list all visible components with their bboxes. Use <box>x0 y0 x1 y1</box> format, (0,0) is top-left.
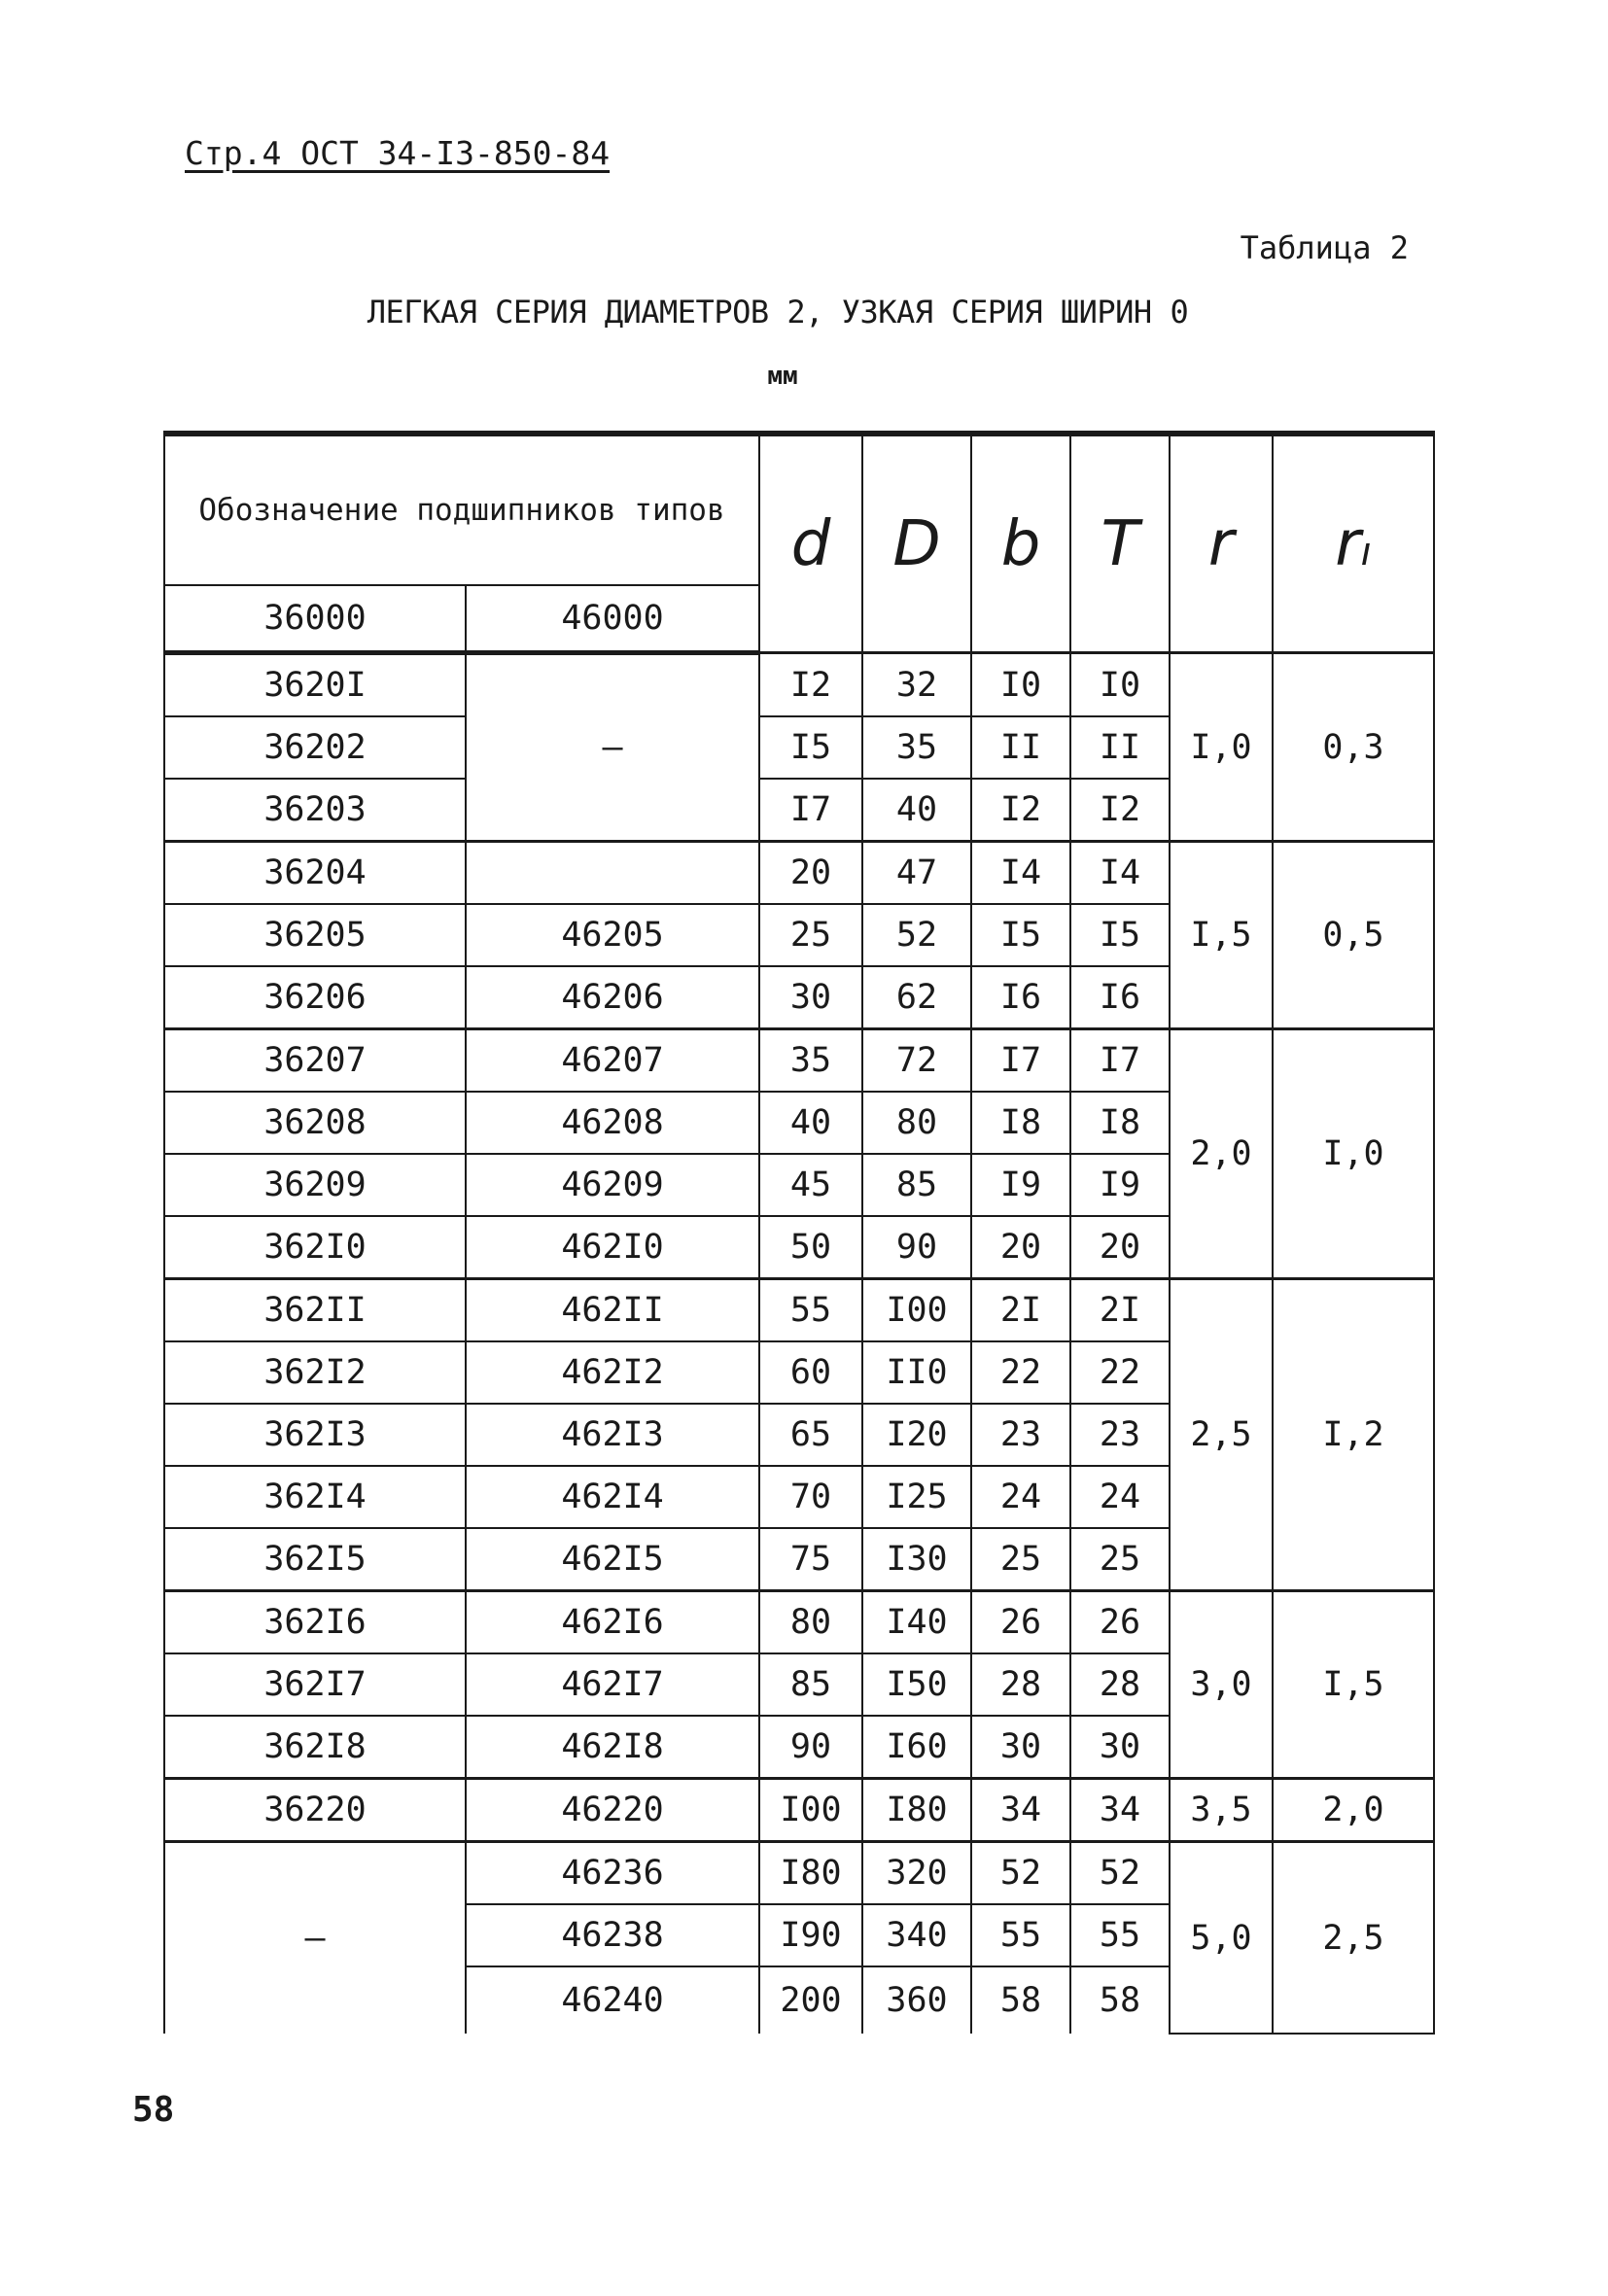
cell-T: 34 <box>1070 1779 1170 1842</box>
type2-cell: 462I7 <box>466 1653 759 1716</box>
cell-d: 50 <box>759 1216 862 1279</box>
radius-r-cell: 3,0 <box>1170 1591 1273 1779</box>
type2-cell: 462I8 <box>466 1716 759 1779</box>
type1-cell: 362I8 <box>164 1716 466 1779</box>
cell-d: 80 <box>759 1591 862 1654</box>
cell-D: I60 <box>862 1716 971 1779</box>
cell-b: 26 <box>971 1591 1070 1654</box>
cell-D: 32 <box>862 653 971 717</box>
cell-D: I30 <box>862 1528 971 1591</box>
cell-D: 85 <box>862 1154 971 1216</box>
cell-d: 200 <box>759 1966 862 2034</box>
page-header: Стр.4 ОСТ 34-I3-850-84 <box>185 134 611 172</box>
table-row <box>164 1029 1434 1093</box>
type2-cell: 462I6 <box>466 1591 759 1654</box>
cell-T: I4 <box>1070 842 1170 905</box>
cell-T: 2I <box>1070 1279 1170 1342</box>
type1-cell: — <box>164 1842 466 2035</box>
cell-b: 52 <box>971 1842 1070 1905</box>
cell-T: 58 <box>1070 1966 1170 2034</box>
cell-T: 23 <box>1070 1404 1170 1466</box>
type1-cell: 36205 <box>164 904 466 966</box>
cell-T: 22 <box>1070 1341 1170 1404</box>
type1-cell: 3620I <box>164 653 466 717</box>
type1-cell: 36203 <box>164 779 466 842</box>
col-r1-subscript: ı <box>1360 529 1372 574</box>
type1-cell: 36208 <box>164 1092 466 1154</box>
cell-D: I50 <box>862 1653 971 1716</box>
type1-cell: 36220 <box>164 1779 466 1842</box>
table-row <box>164 1779 1434 1842</box>
cell-b: 58 <box>971 1966 1070 2034</box>
table-row <box>164 653 1434 717</box>
type1-cell: 362I6 <box>164 1591 466 1654</box>
cell-T: 28 <box>1070 1653 1170 1716</box>
table-row <box>164 1591 1434 1654</box>
cell-D: 80 <box>862 1092 971 1154</box>
col-r-header: r <box>1170 434 1273 653</box>
radius-r1-cell: I,2 <box>1273 1279 1434 1591</box>
cell-D: 52 <box>862 904 971 966</box>
cell-T: I6 <box>1070 966 1170 1029</box>
cell-d: I00 <box>759 1779 862 1842</box>
type2-cell: — <box>466 653 759 842</box>
cell-b: I0 <box>971 653 1070 717</box>
cell-D: I20 <box>862 1404 971 1466</box>
type2-cell: 46236 <box>466 1842 759 1905</box>
type1-header: 36000 <box>164 585 466 653</box>
radius-r-cell: I,0 <box>1170 653 1273 842</box>
page-number: 58 <box>132 2090 175 2130</box>
radius-r1-cell: 2,0 <box>1273 1779 1434 1842</box>
type1-cell: 36206 <box>164 966 466 1029</box>
cell-d: 40 <box>759 1092 862 1154</box>
type2-cell: 46238 <box>466 1904 759 1966</box>
table-label: Таблица 2 <box>1240 229 1409 266</box>
type1-cell: 36209 <box>164 1154 466 1216</box>
type2-cell: 46209 <box>466 1154 759 1216</box>
cell-D: 90 <box>862 1216 971 1279</box>
type2-cell <box>466 842 759 905</box>
type1-cell: 36207 <box>164 1029 466 1093</box>
cell-D: 360 <box>862 1966 971 2034</box>
type1-cell: 362I4 <box>164 1466 466 1528</box>
radius-r-cell: I,5 <box>1170 842 1273 1029</box>
type1-cell: 362I0 <box>164 1216 466 1279</box>
cell-d: 45 <box>759 1154 862 1216</box>
cell-b: I7 <box>971 1029 1070 1093</box>
radius-r-cell: 5,0 <box>1170 1842 1273 2035</box>
cell-d: I80 <box>759 1842 862 1905</box>
cell-d: 70 <box>759 1466 862 1528</box>
cell-D: 72 <box>862 1029 971 1093</box>
type1-cell: 362I3 <box>164 1404 466 1466</box>
type2-cell: 462I3 <box>466 1404 759 1466</box>
cell-d: I2 <box>759 653 862 717</box>
cell-D: I80 <box>862 1779 971 1842</box>
table-row <box>164 1279 1434 1342</box>
cell-b: II <box>971 716 1070 779</box>
cell-T: I0 <box>1070 653 1170 717</box>
cell-T: 25 <box>1070 1528 1170 1591</box>
cell-b: 28 <box>971 1653 1070 1716</box>
cell-D: 340 <box>862 1904 971 1966</box>
type1-cell: 362II <box>164 1279 466 1342</box>
cell-b: I4 <box>971 842 1070 905</box>
radius-r1-cell: 0,5 <box>1273 842 1434 1029</box>
cell-T: 55 <box>1070 1904 1170 1966</box>
cell-d: 90 <box>759 1716 862 1779</box>
type2-cell: 462I5 <box>466 1528 759 1591</box>
col-b-header: b <box>971 434 1070 653</box>
cell-T: II <box>1070 716 1170 779</box>
type1-cell: 362I2 <box>164 1341 466 1404</box>
cell-D: II0 <box>862 1341 971 1404</box>
col-D-header: D <box>862 434 971 653</box>
radius-r1-cell: 2,5 <box>1273 1842 1434 2035</box>
type2-cell: 462I4 <box>466 1466 759 1528</box>
table-title: ЛЕГКАЯ СЕРИЯ ДИАМЕТРОВ 2, УЗКАЯ СЕРИЯ ШИРИН 0 <box>367 294 1189 330</box>
type2-header: 46000 <box>466 585 759 653</box>
cell-T: 26 <box>1070 1591 1170 1654</box>
unit-label: мм <box>767 362 798 391</box>
type2-cell: 46240 <box>466 1966 759 2034</box>
type2-cell: 46207 <box>466 1029 759 1093</box>
bearing-dimensions-table <box>163 431 1435 2035</box>
cell-D: 62 <box>862 966 971 1029</box>
col-T-header: T <box>1070 434 1170 653</box>
cell-b: I8 <box>971 1092 1070 1154</box>
table-row <box>164 1842 1434 1905</box>
cell-T: 52 <box>1070 1842 1170 1905</box>
col-d-header: d <box>759 434 862 653</box>
type2-cell: 46206 <box>466 966 759 1029</box>
radius-r-cell: 2,5 <box>1170 1279 1273 1591</box>
cell-b: 24 <box>971 1466 1070 1528</box>
cell-d: 85 <box>759 1653 862 1716</box>
cell-D: 320 <box>862 1842 971 1905</box>
cell-b: I5 <box>971 904 1070 966</box>
cell-b: 22 <box>971 1341 1070 1404</box>
col-r1-letter: r <box>1335 507 1361 580</box>
table-row <box>164 842 1434 905</box>
cell-b: I9 <box>971 1154 1070 1216</box>
cell-T: I5 <box>1070 904 1170 966</box>
cell-D: 47 <box>862 842 971 905</box>
cell-b: I6 <box>971 966 1070 1029</box>
cell-T: I7 <box>1070 1029 1170 1093</box>
type1-cell: 362I5 <box>164 1528 466 1591</box>
cell-b: 25 <box>971 1528 1070 1591</box>
cell-d: 30 <box>759 966 862 1029</box>
cell-D: 35 <box>862 716 971 779</box>
cell-b: I2 <box>971 779 1070 842</box>
cell-d: I5 <box>759 716 862 779</box>
type2-cell: 46208 <box>466 1092 759 1154</box>
cell-b: 23 <box>971 1404 1070 1466</box>
cell-d: 35 <box>759 1029 862 1093</box>
cell-d: I7 <box>759 779 862 842</box>
type1-cell: 36204 <box>164 842 466 905</box>
cell-T: 20 <box>1070 1216 1170 1279</box>
cell-d: 55 <box>759 1279 862 1342</box>
type2-cell: 462I2 <box>466 1341 759 1404</box>
type2-cell: 462II <box>466 1279 759 1342</box>
cell-T: I2 <box>1070 779 1170 842</box>
type2-cell: 46220 <box>466 1779 759 1842</box>
type2-cell: 46205 <box>466 904 759 966</box>
radius-r1-cell: 0,3 <box>1273 653 1434 842</box>
cell-d: 75 <box>759 1528 862 1591</box>
type2-cell: 462I0 <box>466 1216 759 1279</box>
cell-D: 40 <box>862 779 971 842</box>
cell-T: 24 <box>1070 1466 1170 1528</box>
type1-cell: 36202 <box>164 716 466 779</box>
cell-T: I9 <box>1070 1154 1170 1216</box>
cell-d: 60 <box>759 1341 862 1404</box>
cell-b: 20 <box>971 1216 1070 1279</box>
radius-r1-cell: I,5 <box>1273 1591 1434 1779</box>
cell-D: I25 <box>862 1466 971 1528</box>
cell-d: 25 <box>759 904 862 966</box>
cell-D: I00 <box>862 1279 971 1342</box>
type1-cell: 362I7 <box>164 1653 466 1716</box>
designation-header: Обозначение подшипников типов <box>164 434 759 585</box>
cell-D: I40 <box>862 1591 971 1654</box>
cell-T: I8 <box>1070 1092 1170 1154</box>
radius-r-cell: 2,0 <box>1170 1029 1273 1279</box>
cell-d: 65 <box>759 1404 862 1466</box>
cell-b: 2I <box>971 1279 1070 1342</box>
cell-d: I90 <box>759 1904 862 1966</box>
cell-b: 34 <box>971 1779 1070 1842</box>
cell-b: 30 <box>971 1716 1070 1779</box>
cell-b: 55 <box>971 1904 1070 1966</box>
cell-d: 20 <box>759 842 862 905</box>
radius-r1-cell: I,0 <box>1273 1029 1434 1279</box>
header-row-1 <box>164 434 1434 585</box>
col-r1-header <box>1273 434 1434 653</box>
cell-T: 30 <box>1070 1716 1170 1779</box>
radius-r-cell: 3,5 <box>1170 1779 1273 1842</box>
